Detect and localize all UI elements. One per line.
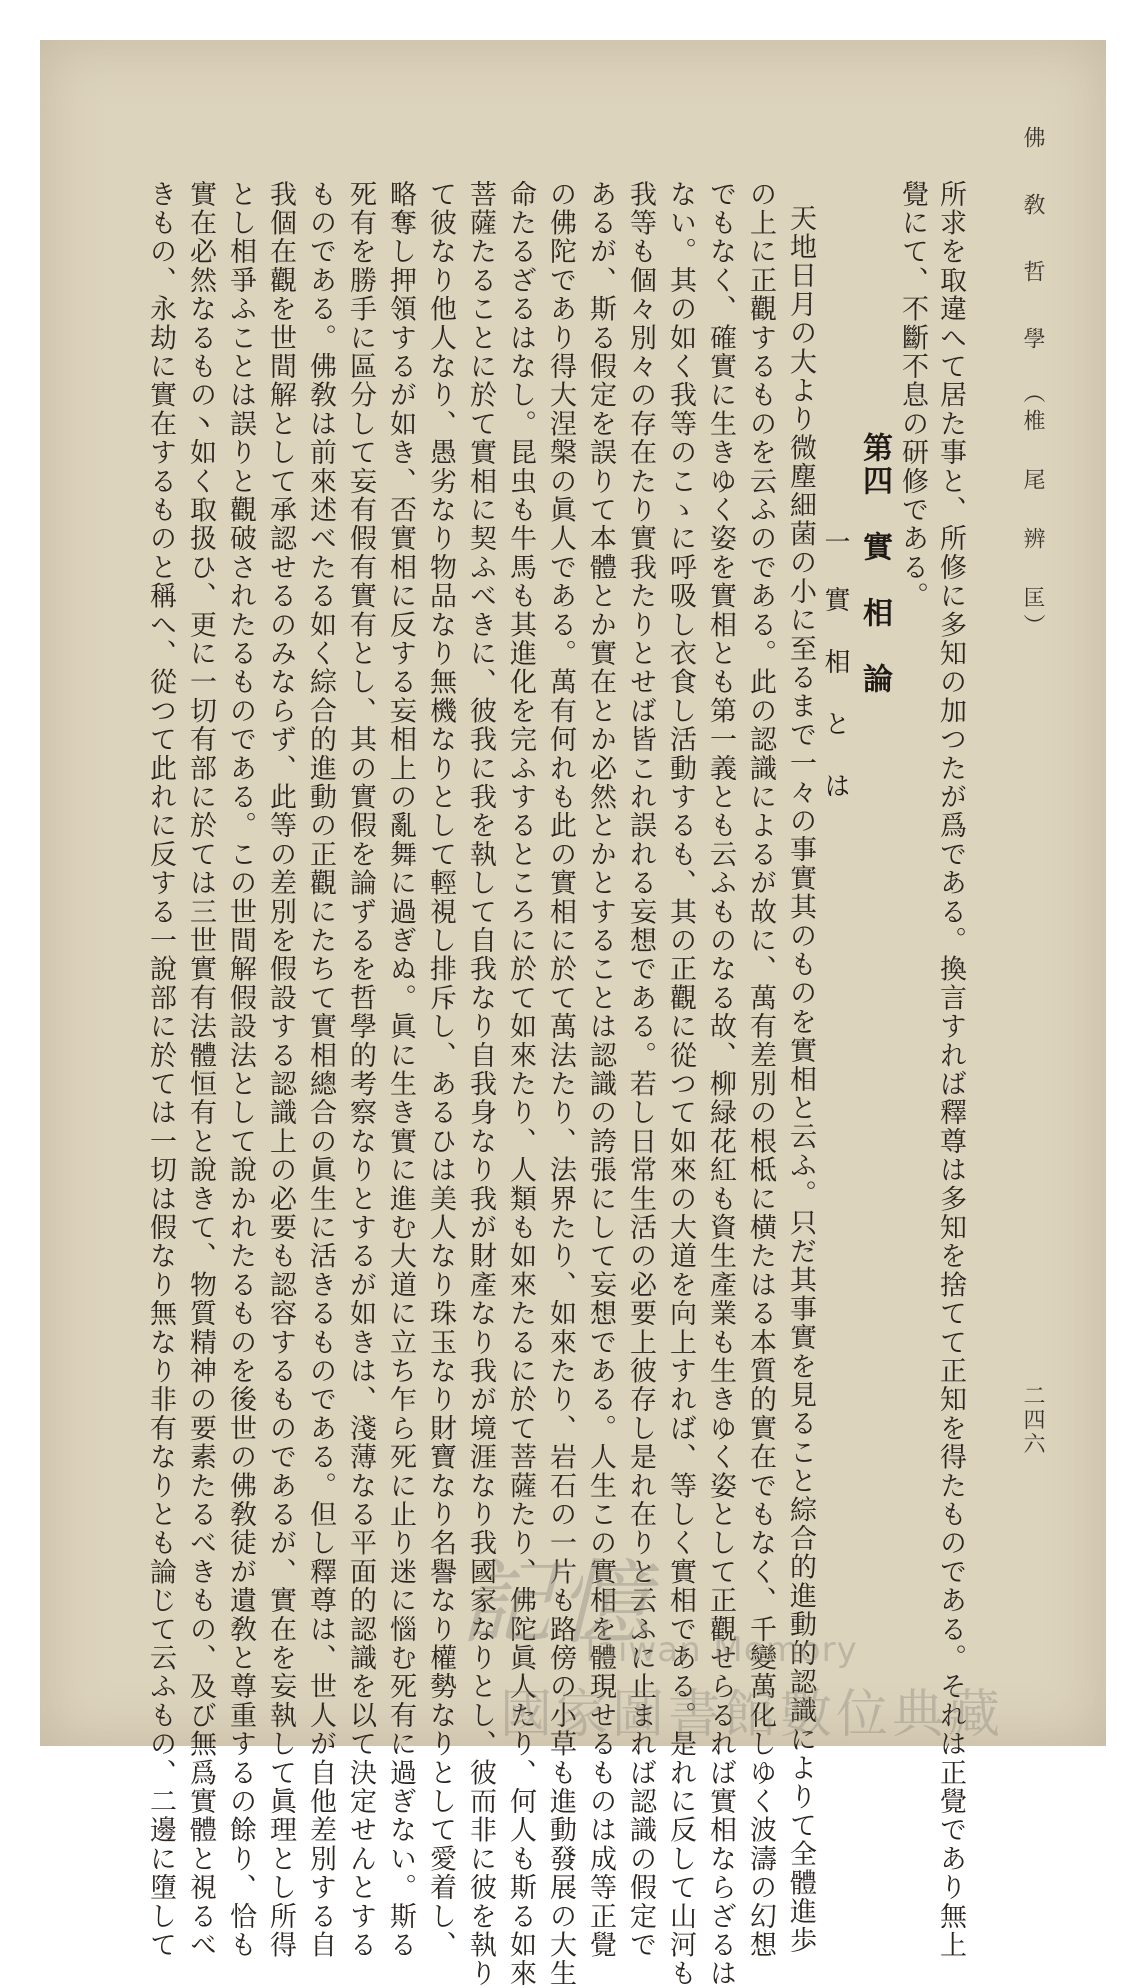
text-column: 命たるざるはなし。昆虫も牛馬も其進化を完ふするところに於て如來たり、人類も如來たるに於て菩薩たり、佛陀眞人たり、何人も斯る如來 (505, 180, 536, 1988)
text-column: 死有を勝手に區分して妄有假有實有とし、其の實假を論ずるを哲學的考察なりとするが如きは、淺薄なる平面的認識を以て決定せんとする (345, 180, 376, 1960)
text-column: 菩薩たることに於て實相に契ふべきに、彼我に我を執して自我なり自我身なり我が財產なり我が境涯なり我國家なりとし、彼而非に彼を執り (465, 180, 496, 1988)
text-column: あるが、斯る假定を誤りて本體とか實在とか必然とかとすることは認識の誇張にして妄想である。人生この實相を體現せるものは成等正覺 (585, 180, 616, 1960)
text-column: 天地日月の大より微塵細菌の小に至るまで一々の事實其のものを實相と云ふ。只だ其事實を見ること綜合的進動的認識によりて全體進歩 (785, 204, 816, 1955)
text-column: 我等も個々別々の存在たり實我たりとせば皆これ誤れる妄想である。若し日常生活の必要上彼存し是れ在りと云ふに止まれば認識の假定で (625, 180, 656, 1960)
text-column: 我個在觀を世間解として承認せるのみならず、此等の差別を假設する認識上の必要も認容するものであるが、實在を妄執して眞理とし所得 (265, 180, 296, 1960)
text-column: 實在必然なるもの丶如く取扱ひ、更に一切有部に於ては三世實有法體恒有と說きて、物質精神の要素たるべきもの、及び無爲實體と視るべ (185, 180, 216, 1960)
text-column: 略奪し押領するが如き、否實相に反する妄相上の亂舞に過ぎぬ。眞に生き實に進む大道に立ち乍ら死に止り迷に惱む死有に過ぎない。斯る (385, 180, 416, 1960)
text-column: ものである。佛敎は前來述べたる如く綜合的進動の正觀にたちて實相總合の眞生に活きるものである。但し釋尊は、世人が自他差別する自 (305, 180, 336, 1960)
text-column: でもなく、確實に生きゆく姿を實相とも第一義とも云ふものなる故、柳緑花紅も資生產業も生きゆく姿として正觀せらるれば實相ならざるは (705, 180, 736, 1988)
text-column: 所求を取違へて居た事と、所修に多知の加つたが爲である。換言すれば釋尊は多知を捨てて正知を得たものである。それは正覺であり無上 (935, 180, 966, 1960)
book-page (40, 40, 1106, 1988)
text-column: て彼なり他人なり、愚劣なり物品なり無機なりとして輕視し排斥し、あるひは美人なり珠玉なり財寶なり名譽なり權勢なりとして愛着し、 (425, 180, 456, 1960)
text-column: とし相爭ふことは誤りと觀破されたるものである。この世間解假設法として說かれたるものを後世の佛敎徒が遺敎と尊重するの餘り、恰も (225, 180, 256, 1960)
text-column: 覺にて、不斷不息の研修である。 (897, 180, 928, 611)
text-column: ない。其の如く我等のこゝに呼吸し衣食し活動するも、其の正觀に從つて如來の大道を向上すれば、等しく實相である。是れに反して山河も (665, 180, 696, 1988)
running-header (1017, 126, 1048, 1826)
text-column: の上に正觀するものを云ふのである。此の認識によるが故に、萬有差別の根柢に横たはる本質的實在でもなく、千變萬化しゆく波濤の幻想 (745, 180, 776, 1960)
page-number: 二四六 (1020, 1384, 1045, 1456)
watermark-english: Taiwan Memory (580, 1630, 858, 1670)
author-name: （椎 尾 辨 匡） (1020, 381, 1045, 642)
watermark-logo (460, 1530, 1020, 1750)
text-column: の佛陀であり得大涅槃の眞人である。萬有何れも此の實相に於て萬法たり、法界たり、如來たり、岩石の一片も路傍の小草も進動發展の大生 (545, 180, 576, 1988)
watermark-chinese: 國家圖書館數位典藏 (500, 1685, 1005, 1745)
chapter-heading: 第四 實 相 論 (857, 432, 892, 696)
book-title: 佛 敎 哲 學 (1020, 126, 1045, 359)
watermark-script: 記憶 (460, 1550, 657, 1657)
section-heading: 一 實 相 と は (820, 528, 850, 801)
text-column: きもの、永劫に實在するものと稱へ、從つて此れに反する一說部に於ては一切は假なり無なり非有なりとも論じて云ふもの、二邊に墮して (145, 180, 176, 1960)
